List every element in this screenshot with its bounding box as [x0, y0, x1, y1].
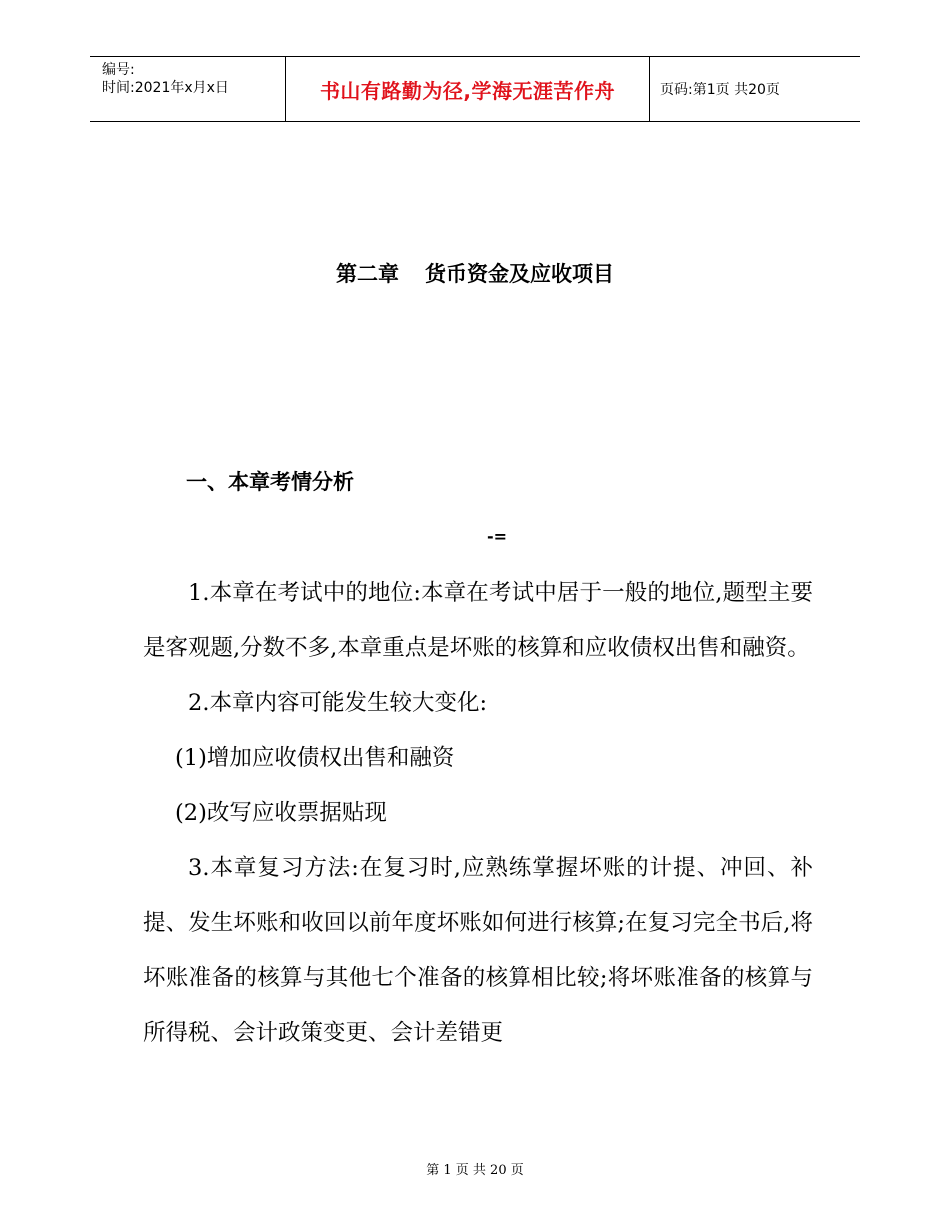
chapter-title: [0, 258, 950, 288]
paragraph-3: 3.本章复习方法:在复习时,应熟练掌握坏账的计提、冲回、补提、发生坏账和收回以前年度坏账如何进行核算;在复习完全书后,将坏账准备的核算与其他七个准备的核算相比较;将坏账准备的核算与所得税、会计政策变更、会计差错更: [143, 855, 813, 1046]
header-page-cell: [650, 57, 860, 121]
page-footer: 第 1 页 共 20 页: [426, 1163, 524, 1178]
paragraph-2: 2.本章内容可能发生较大变化:: [188, 690, 488, 716]
motto: 书山有路勤为径,学海无涯苦作舟: [319, 78, 616, 103]
header-motto-cell: [286, 57, 650, 121]
header-meta: [90, 57, 286, 121]
chapter-name: 货币资金及应收项目: [425, 262, 614, 286]
page-header: [90, 56, 860, 122]
body-text: [143, 566, 813, 1061]
decorative-mark: -=: [487, 527, 508, 546]
paragraph-1: 1.本章在考试中的地位:本章在考试中居于一般的地位,题型主要是客观题,分数不多,本章重点是坏账的核算和应收债权出售和融资。: [143, 580, 813, 661]
chapter-number: 第二章: [336, 262, 399, 286]
list-item-2: (2)改写应收票据贴现: [175, 800, 387, 826]
time-label: 时间:2021年x月x日: [102, 80, 229, 96]
section-title: 一、本章考情分析: [186, 470, 354, 494]
header-page-info: 页码:第1页 共20页: [660, 82, 780, 98]
list-item-1: (1)增加应收债权出售和融资: [175, 745, 455, 771]
number-label: 编号:: [102, 62, 135, 78]
